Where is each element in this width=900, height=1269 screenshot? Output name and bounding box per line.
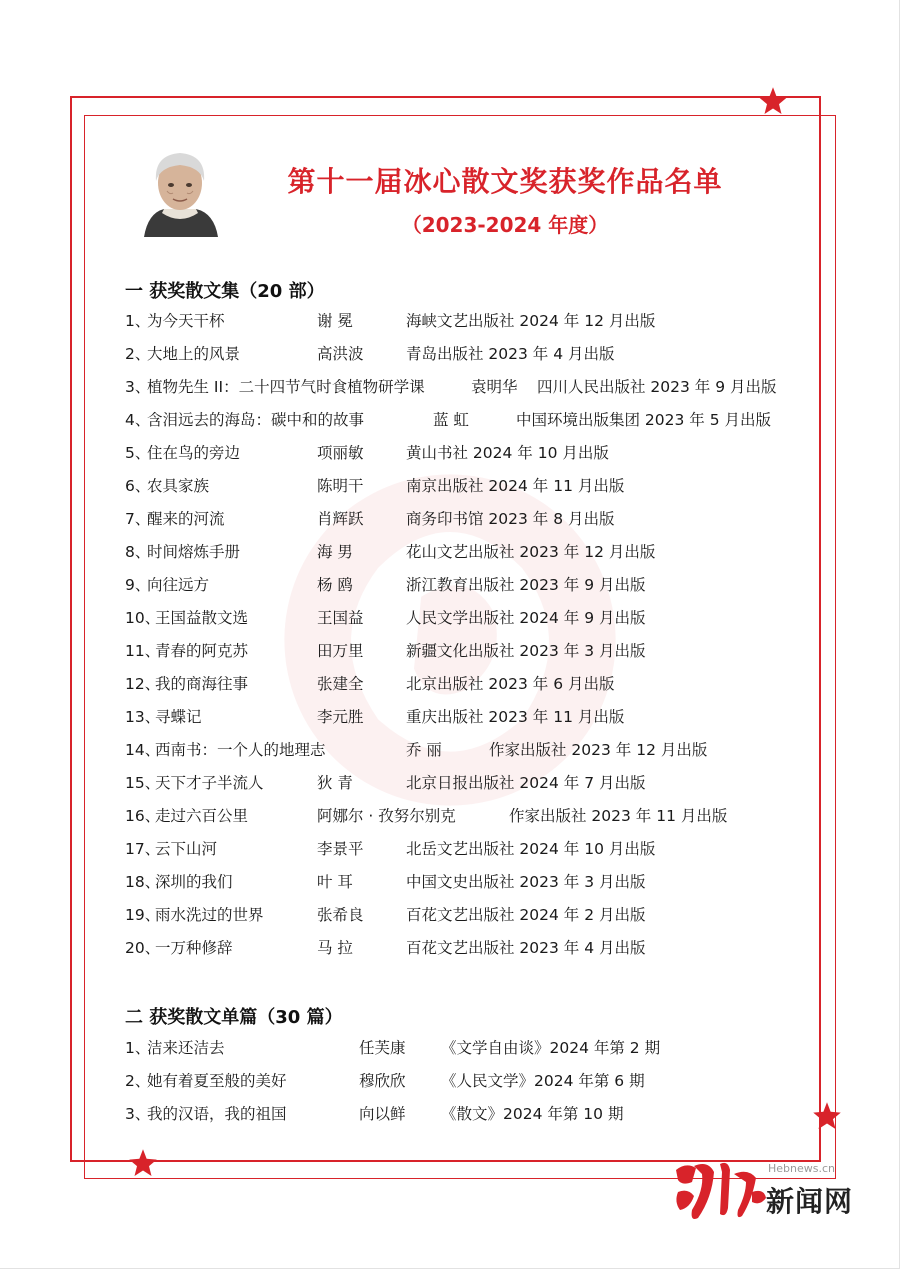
entry-publisher: 百花文艺出版社 2024 年 2 月出版 (406, 906, 646, 924)
entry-work: 含泪远去的海岛：碳中和的故事 (147, 411, 365, 429)
entry-number: 1、 (125, 1039, 151, 1057)
entry-author: 张希良 (317, 906, 364, 924)
star-icon (758, 86, 788, 116)
entry-work: 青春的阿克苏 (155, 642, 249, 660)
list-item (125, 1099, 825, 1129)
entry-publisher: 四川人民出版社 2023 年 9 月出版 (537, 378, 777, 396)
entry-author: 陈明干 (317, 477, 364, 495)
entry-work: 天下才子半流人 (155, 774, 264, 792)
entry-work: 洁来还洁去 (147, 1039, 225, 1057)
list-item (125, 405, 825, 435)
list-item (125, 438, 825, 468)
entry-publisher: 浙江教育出版社 2023 年 9 月出版 (406, 576, 646, 594)
entry-number: 1、 (125, 312, 151, 330)
entry-publisher: 《文学自由谈》2024 年第 2 期 (441, 1039, 661, 1057)
document-subtitle: （2023-2024 年度） (401, 213, 609, 237)
entry-work: 向往远方 (147, 576, 210, 594)
entry-number: 7、 (125, 510, 151, 528)
logo-name: 新闻网 (766, 1185, 854, 1218)
entry-author: 向以鲜 (359, 1105, 406, 1123)
entry-author: 肖辉跃 (317, 510, 364, 528)
list-item (125, 933, 825, 963)
entry-author: 袁明华 (471, 378, 518, 396)
entry-author: 穆欣欣 (359, 1072, 406, 1090)
entry-work: 醒来的河流 (147, 510, 225, 528)
entry-author: 乔 丽 (406, 741, 442, 759)
entry-author: 王国益 (317, 609, 364, 627)
entry-work: 为今天干杯 (147, 312, 225, 330)
entry-work: 我的汉语，我的祖国 (147, 1105, 287, 1123)
entry-number: 19、 (125, 906, 161, 924)
entry-work: 农具家族 (147, 477, 210, 495)
entry-author: 田万里 (317, 642, 364, 660)
entry-publisher: 作家出版社 2023 年 12 月出版 (489, 741, 708, 759)
entry-work: 走过六百公里 (155, 807, 249, 825)
list-item (125, 669, 825, 699)
entry-publisher: 海峡文艺出版社 2024 年 12 月出版 (406, 312, 656, 330)
entry-author: 高洪波 (317, 345, 364, 363)
entry-publisher: 北岳文艺出版社 2024 年 10 月出版 (406, 840, 656, 858)
entry-number: 2、 (125, 1072, 151, 1090)
entry-author: 项丽敏 (317, 444, 364, 462)
entry-author: 阿娜尔 · 孜努尔别克 (317, 807, 456, 825)
list-item (125, 372, 825, 402)
entry-publisher: 新疆文化出版社 2023 年 3 月出版 (406, 642, 646, 660)
entry-work: 住在鸟的旁边 (147, 444, 241, 462)
entry-work: 云下山河 (155, 840, 218, 858)
entry-publisher: 百花文艺出版社 2023 年 4 月出版 (406, 939, 646, 957)
list-item (125, 1066, 825, 1096)
entry-number: 6、 (125, 477, 151, 495)
entry-number: 3、 (125, 1105, 151, 1123)
star-icon (128, 1148, 158, 1178)
entry-work: 植物先生 II：二十四节气时食植物研学课 (147, 378, 425, 396)
entry-number: 20、 (125, 939, 161, 957)
entry-author: 蓝 虹 (433, 411, 469, 429)
list-item (125, 1033, 825, 1063)
entry-work: 她有着夏至般的美好 (147, 1072, 287, 1090)
entry-publisher: 花山文艺出版社 2023 年 12 月出版 (406, 543, 656, 561)
entry-work: 大地上的风景 (147, 345, 241, 363)
entry-number: 15、 (125, 774, 161, 792)
entry-work: 雨水洗过的世界 (155, 906, 264, 924)
entry-author: 任芙康 (359, 1039, 406, 1057)
list-item (125, 306, 825, 336)
entry-publisher: 北京出版社 2023 年 6 月出版 (406, 675, 615, 693)
list-item (125, 504, 825, 534)
list-item (125, 471, 825, 501)
entry-number: 12、 (125, 675, 161, 693)
entry-publisher: 《人民文学》2024 年第 6 期 (441, 1072, 645, 1090)
entry-publisher: 黄山书社 2024 年 10 月出版 (406, 444, 609, 462)
list-item (125, 339, 825, 369)
entry-publisher: 中国文史出版社 2023 年 3 月出版 (406, 873, 646, 891)
entry-author: 狄 青 (317, 774, 353, 792)
entry-publisher: 人民文学出版社 2024 年 9 月出版 (406, 609, 646, 627)
entry-number: 10、 (125, 609, 161, 627)
entry-work: 西南书：一个人的地理志 (155, 741, 326, 759)
entry-work: 寻蝶记 (155, 708, 202, 726)
entry-publisher: 《散文》2024 年第 10 期 (441, 1105, 624, 1123)
entry-number: 3、 (125, 378, 151, 396)
entry-number: 16、 (125, 807, 161, 825)
entry-work: 王国益散文选 (155, 609, 249, 627)
entry-author: 马 拉 (317, 939, 353, 957)
entry-author: 李元胜 (317, 708, 364, 726)
list-item (125, 570, 825, 600)
entry-number: 8、 (125, 543, 151, 561)
entry-publisher: 中国环境出版集团 2023 年 5 月出版 (516, 411, 772, 429)
entry-number: 9、 (125, 576, 151, 594)
entry-number: 14、 (125, 741, 161, 759)
entry-author: 李景平 (317, 840, 364, 858)
entry-publisher: 商务印书馆 2023 年 8 月出版 (406, 510, 615, 528)
document-title: 第十一届冰心散文奖获奖作品名单 (287, 165, 723, 198)
entry-work: 我的商海往事 (155, 675, 249, 693)
entry-number: 17、 (125, 840, 161, 858)
entry-author: 张建全 (317, 675, 364, 693)
section-heading-single-essays: 二 获奖散文单篇（30 篇） (125, 1007, 343, 1028)
entry-publisher: 青岛出版社 2023 年 4 月出版 (406, 345, 615, 363)
entry-work: 时间熔炼手册 (147, 543, 241, 561)
entry-publisher: 南京出版社 2024 年 11 月出版 (406, 477, 625, 495)
entry-publisher: 作家出版社 2023 年 11 月出版 (509, 807, 728, 825)
list-item (125, 768, 825, 798)
entry-number: 13、 (125, 708, 161, 726)
section-heading-collections: 一 获奖散文集（20 部） (125, 281, 325, 302)
logo-domain: Hebnews.cn (768, 1162, 836, 1175)
list-item (125, 537, 825, 567)
entry-publisher: 北京日报出版社 2024 年 7 月出版 (406, 774, 646, 792)
list-item (125, 603, 825, 633)
entry-author: 谢 冕 (317, 312, 353, 330)
entry-work: 深圳的我们 (155, 873, 233, 891)
list-item (125, 801, 825, 831)
entry-work: 一万种修辞 (155, 939, 233, 957)
entry-publisher: 重庆出版社 2023 年 11 月出版 (406, 708, 625, 726)
list-item (125, 867, 825, 897)
entry-number: 2、 (125, 345, 151, 363)
entry-author: 杨 鸥 (317, 576, 353, 594)
list-item (125, 900, 825, 930)
list-item (125, 636, 825, 666)
entry-number: 18、 (125, 873, 161, 891)
entry-author: 叶 耳 (317, 873, 353, 891)
entry-number: 4、 (125, 411, 151, 429)
entry-number: 5、 (125, 444, 151, 462)
author-portrait (140, 143, 220, 237)
list-item (125, 702, 825, 732)
list-item (125, 834, 825, 864)
list-item (125, 735, 825, 765)
entry-number: 11、 (125, 642, 161, 660)
entry-author: 海 男 (317, 543, 353, 561)
